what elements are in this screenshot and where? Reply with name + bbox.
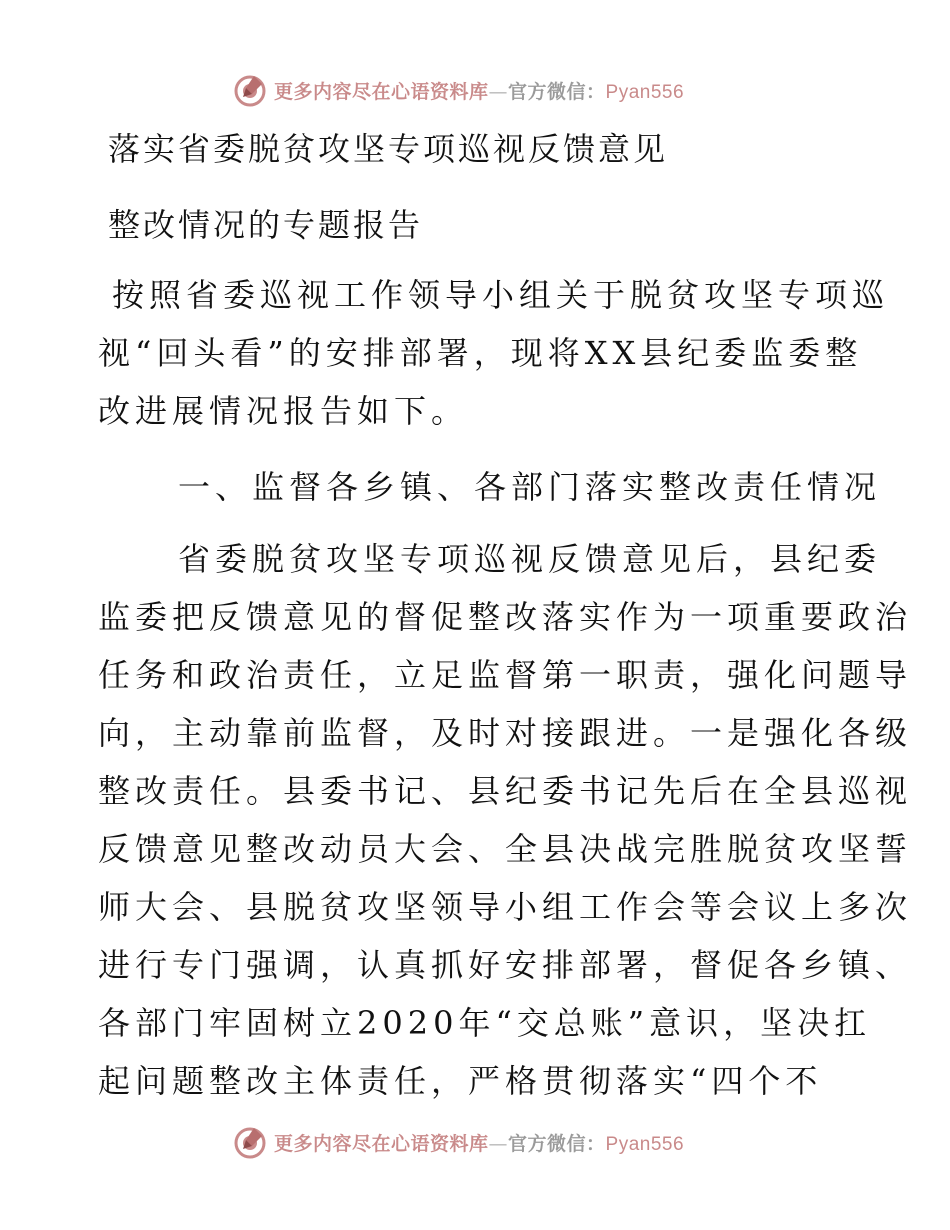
paragraph-line: 向，主动靠前监督，及时对接跟进。一是强化各级	[98, 714, 913, 752]
paragraph-line: 各部门牢固树立2020年“交总账”意识，坚决扛	[98, 1004, 872, 1042]
document-title-line-1: 落实省委脱贫攻坚专项巡视反馈意见	[108, 130, 669, 168]
paragraph-line: 进行专门强调，认真抓好安排部署，督促各乡镇、	[98, 946, 913, 984]
header-brand-text	[274, 77, 684, 104]
paragraph-line: 反馈意见整改动员大会、全县决战完胜脱贫攻坚誓	[98, 830, 913, 868]
footer-brand: 更多内容尽在心语资料库	[274, 1132, 489, 1155]
intro-line: 视“回头看”的安排部署，现将XX县纪委监委整	[98, 334, 863, 372]
header-wechat-label: 官方微信：	[508, 80, 606, 103]
header-dash: —	[488, 80, 509, 103]
footer-dash: —	[488, 1132, 509, 1155]
paragraph-line: 任务和政治责任，立足监督第一职责，强化问题导	[98, 656, 913, 694]
intro-line: 按照省委巡视工作领导小组关于脱贫攻坚专项巡	[112, 276, 890, 314]
footer-wechat-label: 官方微信：	[508, 1132, 606, 1155]
pen-seal-logo-icon	[232, 1124, 268, 1160]
header-wechat-id: Pyan556	[605, 81, 685, 103]
footer-wechat-id: Pyan556	[605, 1133, 685, 1155]
paragraph-line: 起问题整改主体责任，严格贯彻落实“四个不	[98, 1062, 823, 1100]
paragraph-line: 省委脱贫攻坚专项巡视反馈意见后，县纪委	[178, 540, 882, 578]
paragraph-line: 监委把反馈意见的督促整改落实作为一项重要政治	[98, 598, 913, 636]
paragraph-line: 师大会、县脱贫攻坚领导小组工作会等会议上多次	[98, 888, 913, 926]
main-paragraph	[98, 530, 913, 1110]
document-title-line-2: 整改情况的专题报告	[108, 206, 424, 244]
intro-line: 改进展情况报告如下。	[98, 392, 469, 430]
footer-brand-text	[274, 1129, 684, 1156]
pen-seal-logo-icon	[232, 72, 268, 108]
footer-banner	[232, 1122, 684, 1162]
section-heading: 一、监督各乡镇、各部门落实整改责任情况	[178, 468, 882, 506]
paragraph-line: 整改责任。县委书记、县纪委书记先后在全县巡视	[98, 772, 913, 810]
intro-paragraph	[98, 266, 890, 440]
header-banner	[232, 70, 684, 110]
header-brand: 更多内容尽在心语资料库	[274, 80, 489, 103]
